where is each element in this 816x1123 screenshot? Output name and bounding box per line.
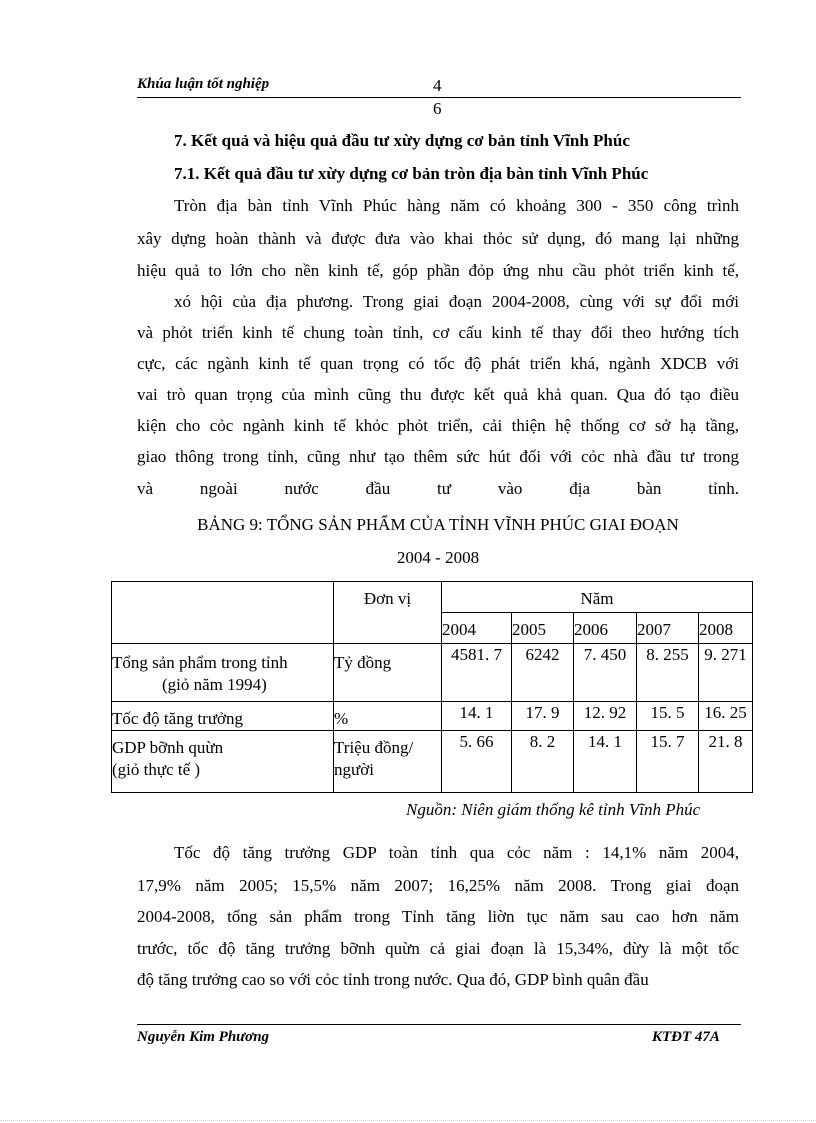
year-cell: 2006 <box>574 613 637 644</box>
value-cell: 17. 9 <box>512 702 574 731</box>
value-cell: 14. 1 <box>442 702 512 731</box>
year-cell: 2008 <box>699 613 753 644</box>
row-label: Tốc độ tăng trưởng <box>112 702 334 731</box>
value-cell: 14. 1 <box>574 731 637 793</box>
value-cell: 4581. 7 <box>442 644 512 702</box>
para1-line: và phỏt triển kinh tế chung toàn tỉnh, cơ cấu kinh tế thay đổi theo hướng tích <box>137 323 739 342</box>
year-cell: 2007 <box>637 613 699 644</box>
value-cell: 7. 450 <box>574 644 637 702</box>
page-edge-divider <box>0 1120 816 1121</box>
row-label: GDP bỡnh quừn (giỏ thực tế ) <box>112 731 334 793</box>
subsection-heading: 7.1. Kết quả đầu tư xừy dựng cơ bản tròn địa bàn tỉnh Vĩnh Phúc <box>174 164 649 183</box>
value-cell: 16. 25 <box>699 702 753 731</box>
page-number-bottom: 6 <box>433 99 442 118</box>
header-title: Khúa luận tốt nghiệp <box>137 76 270 92</box>
value-cell: 9. 271 <box>699 644 753 702</box>
para1-line: cực, các ngành kinh tế quan trọng có tốc độ phát triển khá, ngành XDCB với <box>137 354 739 373</box>
value-cell: 5. 66 <box>442 731 512 793</box>
row-unit: Tỷ đồng <box>334 644 442 702</box>
para1-line: xây dựng hoàn thành và được đưa vào khai thỏc sử dụng, đó mang lại những <box>137 229 739 248</box>
table-title-years: 2004 - 2008 <box>396 548 480 567</box>
year-cell: 2005 <box>512 613 574 644</box>
value-cell: 15. 7 <box>637 731 699 793</box>
section-heading: 7. Kết quả và hiệu quả đầu tư xừy dựng cơ bản tỉnh Vĩnh Phúc <box>174 131 630 150</box>
para1-line: xó hội của địa phương. Trong giai đoạn 2004-2008, cùng với sự đổi mới <box>174 292 739 311</box>
footer-author: Nguyễn Kim Phương <box>137 1029 270 1045</box>
para1-line: Tròn địa bàn tỉnh Vĩnh Phúc hàng năm có khoảng 300 - 350 công trình <box>174 196 739 215</box>
table-row <box>112 702 753 731</box>
para2-line: độ tăng trưởng cao so với cỏc tỉnh trong nước. Qua đó, GDP bình quân đầu <box>137 970 649 989</box>
unit-header: Đơn vị <box>334 582 442 644</box>
value-cell: 8. 2 <box>512 731 574 793</box>
page-number-top: 4 <box>433 76 442 95</box>
footer-rule <box>137 1024 741 1025</box>
value-cell: 15. 5 <box>637 702 699 731</box>
para2-line: Tốc độ tăng trưởng GDP toàn tỉnh qua cỏc năm : 14,1% năm 2004, <box>174 843 739 862</box>
table-source: Nguồn: Niên giám thống kê tỉnh Vĩnh Phúc <box>406 800 701 819</box>
para2-line: 17,9% năm 2005; 15,5% năm 2007; 16,25% năm 2008. Trong giai đoạn <box>137 876 739 895</box>
para1-line: vai trò quan trọng của mình cũng thu được kết quả khả quan. Qua đó tạo điều <box>137 385 739 404</box>
gdp-table <box>111 581 753 793</box>
header-blank-cell <box>112 582 334 644</box>
year-cell: 2004 <box>442 613 512 644</box>
para1-line: kiện cho cỏc ngành kinh tế khỏc phỏt triển, cải thiện hệ thống cơ sở hạ tầng, <box>137 416 739 435</box>
table-row <box>112 731 753 793</box>
footer-class: KTĐT 47A <box>652 1029 720 1045</box>
value-cell: 12. 92 <box>574 702 637 731</box>
para1-line: giao thông trong tỉnh, cũng như tạo thêm sức hút đối với cỏc nhà đầu tư trong <box>137 447 739 466</box>
value-cell: 8. 255 <box>637 644 699 702</box>
table-title: BẢNG 9: TỔNG SẢN PHẨM CỦA TỈNH VĨNH PHÚC GIAI ĐOẠN <box>197 515 679 534</box>
para2-line: trước, tốc độ tăng trưởng bỡnh quừn cả giai đoạn là 15,34%, đừy là một tốc <box>137 939 739 958</box>
row-label: Tổng sản phẩm trong tỉnh (giỏ năm 1994) <box>112 644 334 702</box>
row-unit: % <box>334 702 442 731</box>
header-rule <box>137 97 741 98</box>
value-cell: 21. 8 <box>699 731 753 793</box>
table-row <box>112 644 753 702</box>
value-cell: 6242 <box>512 644 574 702</box>
row-unit: Triệu đồng/ người <box>334 731 442 793</box>
para1-line: hiệu quả to lớn cho nền kinh tế, góp phần đỏp ứng nhu cầu phỏt triển kinh tế, <box>137 261 739 280</box>
para1-line: và ngoài nước đầu tư vào địa bàn tỉnh. <box>137 479 739 498</box>
year-header: Năm <box>442 582 753 613</box>
para2-line: 2004-2008, tổng sản phẩm trong Tỉnh tăng liờn tục năm sau cao hơn năm <box>137 907 739 926</box>
